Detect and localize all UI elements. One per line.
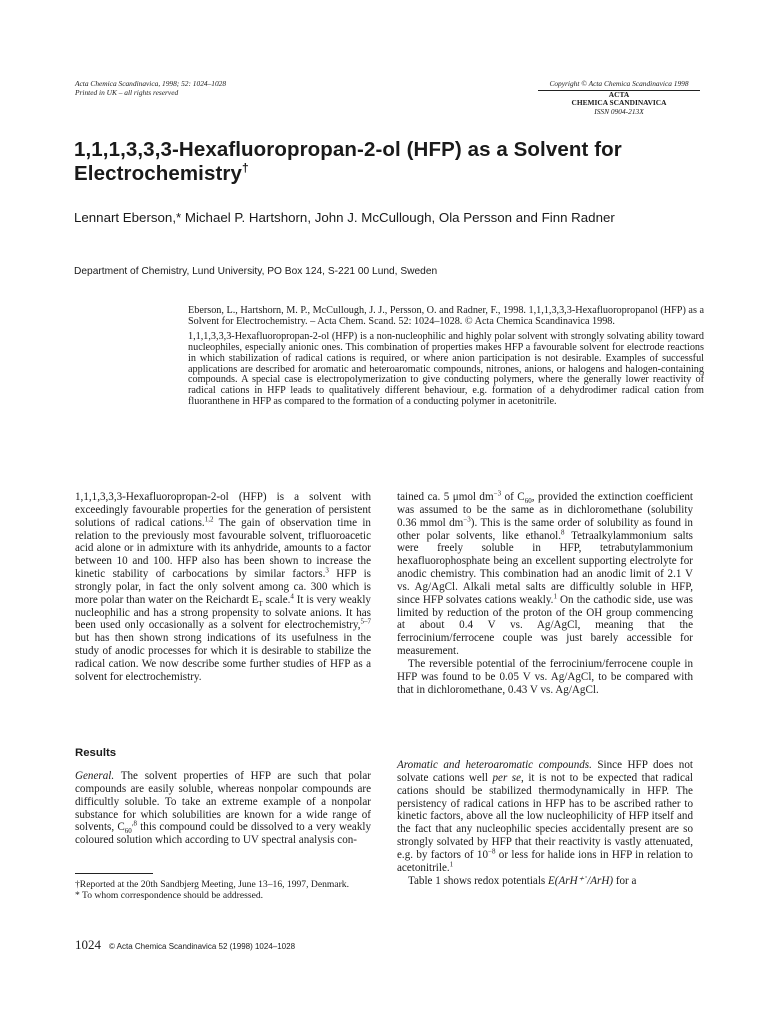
footnote-divider — [75, 873, 153, 874]
abstract — [188, 306, 704, 408]
results-heading: Results — [75, 747, 117, 759]
title-footnote-mark: † — [241, 161, 249, 176]
author-list: Lennart Eberson,* Michael P. Hartshorn, John J. McCullough, Ola Persson and Finn Radner — [74, 210, 615, 225]
general-paragraph: General. The solvent properties of HFP are such that polar compounds are easily soluble, whereas nonpolar compounds are difficultly soluble. To take an extreme example of a nonpolar substance for which solubilities are known for a wide range of solvents, $C_{60}^{,8}$ this compound could be dissolved to a very weakly coloured solution which according to UV spectral analysis con- — [75, 770, 372, 847]
journal-name-line2: CHEMICA SCANDINAVICA — [571, 98, 667, 108]
body-column-right-top — [397, 491, 693, 697]
article-title — [74, 138, 704, 186]
footnote-meeting: †Reported at the 20th Sandbjerg Meeting, June 13–16, 1997, Denmark. — [75, 879, 349, 890]
body-column-left-intro — [75, 491, 371, 684]
journal-citation-line: Acta Chemica Scandinavica, 1998; 52: 1024–1028 — [75, 79, 227, 88]
page-number: 1024 — [75, 937, 101, 952]
footnotes — [75, 880, 375, 901]
running-header-right — [538, 80, 700, 116]
running-header-left — [75, 80, 226, 98]
printing-note: Printed in UK – all rights reserved — [75, 87, 179, 97]
intro-paragraph: 1,1,1,3,3,3-Hexafluoropropan-2-ol (HFP) is a solvent with exceedingly favourable properties for the generation of persistent solutions of radical cations.$^{1,2}$ The gain of observation time in relation to the previously most favourable solvent, trifluoroacetic acid alone or in admixture with its anhydride, amounts to a factor between 10 and 100. HFP also has been shown to increase the kinetic stability of carbocations by similar factors.$^3$ HFP is strongly polar, in fact the only solvent among ca. 300 which is more polar than water on the Reichardt $E_T$ scale.$^4$ It is very weakly nucleophilic and has a strong propensity to solvate anions. It has been used only occasionally as a solvent for electrochemistry,$^{5-7}$ but has then shown strong indications of its usefulness in the study of anodic processes for which it is desirable to stabilize the radical cation. We now describe some further studies of HFP as a solvent for electrochemistry. — [75, 491, 371, 683]
footnote-correspondence: * To whom correspondence should be addressed. — [75, 889, 264, 901]
title-text: 1,1,1,3,3,3-Hexafluoropropan-2-ol (HFP) as a Solvent for Electrochemistry — [74, 138, 622, 185]
body-column-left-results — [75, 770, 371, 847]
copyright-line: Copyright © Acta Chemica Scandinavica 1998 — [538, 80, 700, 91]
solubility-paragraph: tained ca. 5 μmol $dm^{-3}$ of $C_{60}$, provided the extinction coefficient was assumed to be the same as in dichloromethane (solubility 0.36 mmol $dm^{-3}$). This is the same order of solubility as found in other polar solvents, like ethanol.$^8$ Tetraalkylammonium salts were freely soluble in HFP, tetrabutylammonium hexafluorophosphate being an excellent supporting electrolyte for anodic chemistry. This combination had an anodic limit of 2.1 V vs. Ag/AgCl. Alkali metal salts are difficultly soluble in HFP, since HFP solvates cations weakly.$^1$ On the cathodic side, use was limited by reduction of the proton of the OH group commencing at about 0.4 V vs. Ag/AgCl, meaning that the ferrocinium/ferrocene couple was just barely accessible for measurement. — [397, 489, 694, 658]
issn: ISSN 0904-213X — [594, 106, 644, 116]
abstract-citation: Eberson, L., Hartshorn, M. P., McCullough, J. J., Persson, O. and Radner, F., 1998. 1,1,1,3,3,3-Hexafluoropropanol (HFP) as a Solvent for Electrochemistry. – Acta Chem. Scand. 52: 1024–1028. © Acta Chemica Scandinavica 1998. — [188, 305, 704, 327]
journal-name-line1: ACTA — [608, 89, 630, 99]
abstract-text: 1,1,1,3,3,3-Hexafluoropropan-2-ol (HFP) is a non-nucleophilic and highly polar solvent with strongly solvating ability toward nucleophiles, especially anionic ones. This combination of properties makes HFP a favourable solvent for electrode reactions in which stabilization of radical cations is required, or where anion participation is not desirable. Examples of successful applications are described for aromatic and heteroaromatic compounds, nitrones, anions, or halogens and halogen-containing compounds. A special case is electropolymerization to give conducting polymers, where the generally lower reactivity of radical cations in HFP leads to qualitatively different behaviour, e.g. formation of a dehydrodimer radical cation from fluoranthene in HFP as compared to the formation of a conducting polymer in acetonitrile. — [188, 330, 704, 408]
body-column-right-bottom — [397, 759, 693, 887]
aromatic-paragraph: Aromatic and heteroaromatic compounds. Since HFP does not solvate cations well per se, it is not to be expected that radical cations should be stabilized thermodynamically in HFP. The persistency of radical cations in HFP has to be ascribed rather to kinetic factors, above all the low nucleophilicity of HFP itself and the fact that any nucleophilic species accidentally present are so strongly solvated by HFP that their reactivity is vastly attenuated, e.g. by factors of $10^{-8}$ or less for halide ions in HFP in relation to acetonitrile.$^1$ — [397, 759, 693, 874]
footer-copyright: © Acta Chemica Scandinavica 52 (1998) 1024–1028 — [109, 942, 296, 951]
ferrocene-paragraph: The reversible potential of the ferrocinium/ferrocene couple in HFP was found to be 0.05 V vs. Ag/AgCl, to be compared with that in dichloromethane, 0.43 V vs. Ag/AgCl. — [397, 657, 693, 696]
page-footer — [75, 937, 675, 953]
affiliation: Department of Chemistry, Lund University, PO Box 124, S-221 00 Lund, Sweden — [74, 266, 438, 277]
table-intro-paragraph: Table 1 shows redox potentials E(ArH⁺˙/ArH) for a — [408, 874, 637, 887]
